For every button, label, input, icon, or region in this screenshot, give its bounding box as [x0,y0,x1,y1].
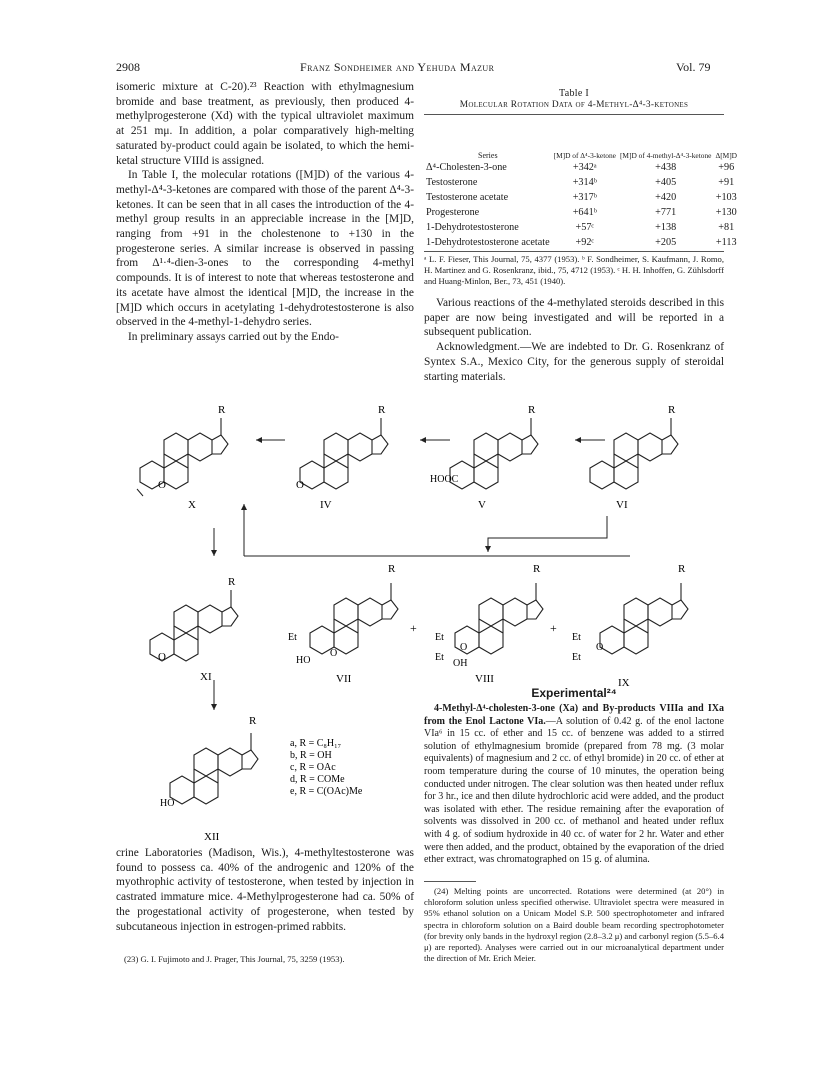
compound-label: XI [200,671,212,683]
compound-label: X [188,499,196,511]
group-label: HO [296,655,311,666]
atom-label: R [388,563,396,575]
compound-label: IX [618,677,630,689]
footnote-rule [424,881,476,882]
table-row: 1-Dehydrotestosterone +57ᶜ +138 +81 [426,222,735,233]
table-row: 1-Dehydrotestosterone acetate +92ᶜ +205 +113 [426,237,737,248]
table-title: Table I [559,88,589,99]
group-label: HO [160,798,175,809]
r-definition: d, R = COMe [290,774,345,785]
section-heading: Experimental²⁴ [531,686,617,700]
left-column-text [116,80,414,345]
acknowledgment: Acknowledgment.—We are indebted to Dr. G. Rosenkranz of Syntex S.A., Mexico City, for the generous supply of steroidal starting materials. [424,341,724,383]
group-label: Et [435,652,444,663]
table-header: Δ[M]D [715,151,738,160]
footnote-23: (23) G. I. Fujimoto and J. Prager, This Journal, 75, 3259 (1953). [124,954,345,964]
r-definition: a, R = C₈H₁₇ [290,738,342,749]
volume-number: Vol. 79 [676,60,711,74]
footnote-24: (24) Melting points are uncorrected. Rotations were determined (at 20°) in chloroform solution unless specified otherwise. Ultraviolet spectra were measured in 95% ethanol solution on a Unicam Model S.P. 500 spectrophotometer and infrared spectra in chloroform solution on a Baird double beam recording spectrophotometer (for brevity only bands in the hydroxyl region (2.8–3.2 μ) and carbonyl region (5.5–6.4 μ) are reported). Analyses were carried out in our microanalytical department under the direction of Mr. Erich Meier. [424,886,724,964]
page-number: 2908 [116,60,140,74]
atom-label: R [668,404,676,416]
left-column-bottom [116,846,414,934]
atom-label: O [158,651,166,663]
group-label: Et [572,652,581,663]
plus-sign: + [550,621,557,635]
table-header: [M]D of 4-methyl-Δ⁴-3-ketone [619,151,712,160]
table-subtitle: Molecular Rotation Data of 4-Methyl-Δ⁴-3-ketones [459,100,689,110]
r-definition: b, R = OH [290,750,332,761]
group-label: Et [572,632,581,643]
paragraph: isomeric mixture at C-20).²³ Reaction with ethylmagnesium bromide and base treatment, as previously, then produced 4-methylprogesterone (Xd) with the typical ultraviolet maximum at 251 mμ. In addition, a polar comparatively high-melting saturated by-product could again be isolated, to which the hemi-ketal structure VIIId is assigned. [116,81,414,167]
right-column-text [424,296,724,384]
paragraph: In Table I, the molecular rotations ([M]D) of the various 4-methyl-Δ⁴-3-ketones are compared with those of the parent Δ⁴-3-ketones. It can be seen that in all cases the introduction of the 4-methyl group results in an appreciable increase in the [M]D, ranging from +91 in the cholestenone to +130 in the progesterone series. A similar increase is observed in passing from Δ¹·⁴-dien-3-ones to the corresponding 4-methyl compounds. It is of interest to note that whereas testosterone and its acetate have almost the identical [M]D, the increase in the [M]D which occurs in acetylating 1-dehydrotestosterone is also observed in the 4-methyl-1-dehydro series. [116,169,414,329]
group-label: OH [453,658,468,669]
r-definition: c, R = OAc [290,762,336,773]
table-row: Progesterone +641ᵇ +771 +130 [426,207,737,218]
compound-label: XII [204,831,220,843]
experiment-body: —A solution of 0.42 g. of the enol lactone VIa⁶ in 15 cc. of ether and 15 cc. of benzene was added to a stirred solution of ethylmagnesium bromide (prepared from 78 mg. (3 molar equivalents) of magnesium and 2 cc. of ethyl bromide) in 20 cc. of ether at room temperature during the course of 10 minutes, the operation being conducted under nitrogen. The clear solution was then heated under reflux for 3 hr., ice and then dilute hydrochloric acid were added, and the product was isolated with ether. The residue remaining after the evaporation of solvents was dissolved in 200 cc. of methanol and heated under reflux with 4 g. of sodium hydroxide in 40 cc. of water for 2 hr. Water and ether were then added, and the product, obtained by the evaporation of the dried ether extract, was chromatographed on 15 g. of alumina. [424,715,724,866]
atom-label: O [460,642,468,653]
atom-label: R [378,404,386,416]
rotation-table [424,116,738,250]
table-row: Δ⁴-Cholesten-3-one +342ᵃ +438 +96 [426,162,735,173]
atom-label: O [296,479,304,491]
running-authors: Franz Sondheimer and Yehuda Mazur [300,60,495,74]
atom-label: R [249,715,257,727]
paragraph: In preliminary assays carried out by the Endo- [128,330,339,343]
experimental-text [424,703,724,867]
atom-label: R [533,563,541,575]
table-header: [M]D of Δ⁴-3-ketone [553,151,616,160]
atom-label: O [330,648,338,659]
experiment-title: 4-Methyl-Δ⁴-cholesten-3-one (Xa) and By-products VIIIa and IXa from the Enol Lactone VIa. [424,703,724,727]
table-footnote: ᵃ L. F. Fieser, This Journal, 75, 4377 (1953). ᵇ F. Sondheimer, S. Kaufmann, J. Romo, H. Martinez and G. Rosenkranz, ibid., 75, 4712 (1953). ᶜ H. H. Inhoffen, G. Zühlsdorff and Huang-Minlon, Ber., 73, 451 (1940). [424,254,724,286]
table-rule [424,114,724,115]
table-header: Series [478,151,498,160]
atom-label: R [228,576,236,588]
plus-sign: + [410,621,417,635]
table-row: Testosterone acetate +317ᵇ +420 +103 [426,192,737,203]
paragraph: crine Laboratories (Madison, Wis.), 4-methyltestosterone was found to possess ca. 40% of the androgenic and 120% of the myothrophic activity of testosterone, when tested by injection in castrated immature mice. 4-Methylprogesterone had ca. 50% of the progestational activity of progesterone, when tested by subcutaneous injection in estrogen-primed rabbits. [116,847,414,933]
atom-label: R [528,404,536,416]
table-rule [424,251,724,252]
compound-label: VI [616,499,628,511]
group-label: HOOC [430,474,459,485]
r-definition: e, R = C(OAc)Me [290,786,363,797]
group-label: Et [288,632,297,643]
atom-label: O [158,479,166,491]
compound-label: IV [320,499,332,511]
paragraph: Various reactions of the 4-methylated steroids described in this paper are now being investigated and will be reported in a subsequent publication. [424,297,724,339]
atom-label: R [218,404,226,416]
compound-label: VII [336,673,352,685]
compound-label: VIII [475,673,494,685]
table-row: Testosterone +314ᵇ +405 +91 [426,177,735,188]
group-label: Et [435,632,444,643]
atom-label: R [678,563,686,575]
compound-label: V [478,499,486,511]
atom-label: O [596,642,604,653]
